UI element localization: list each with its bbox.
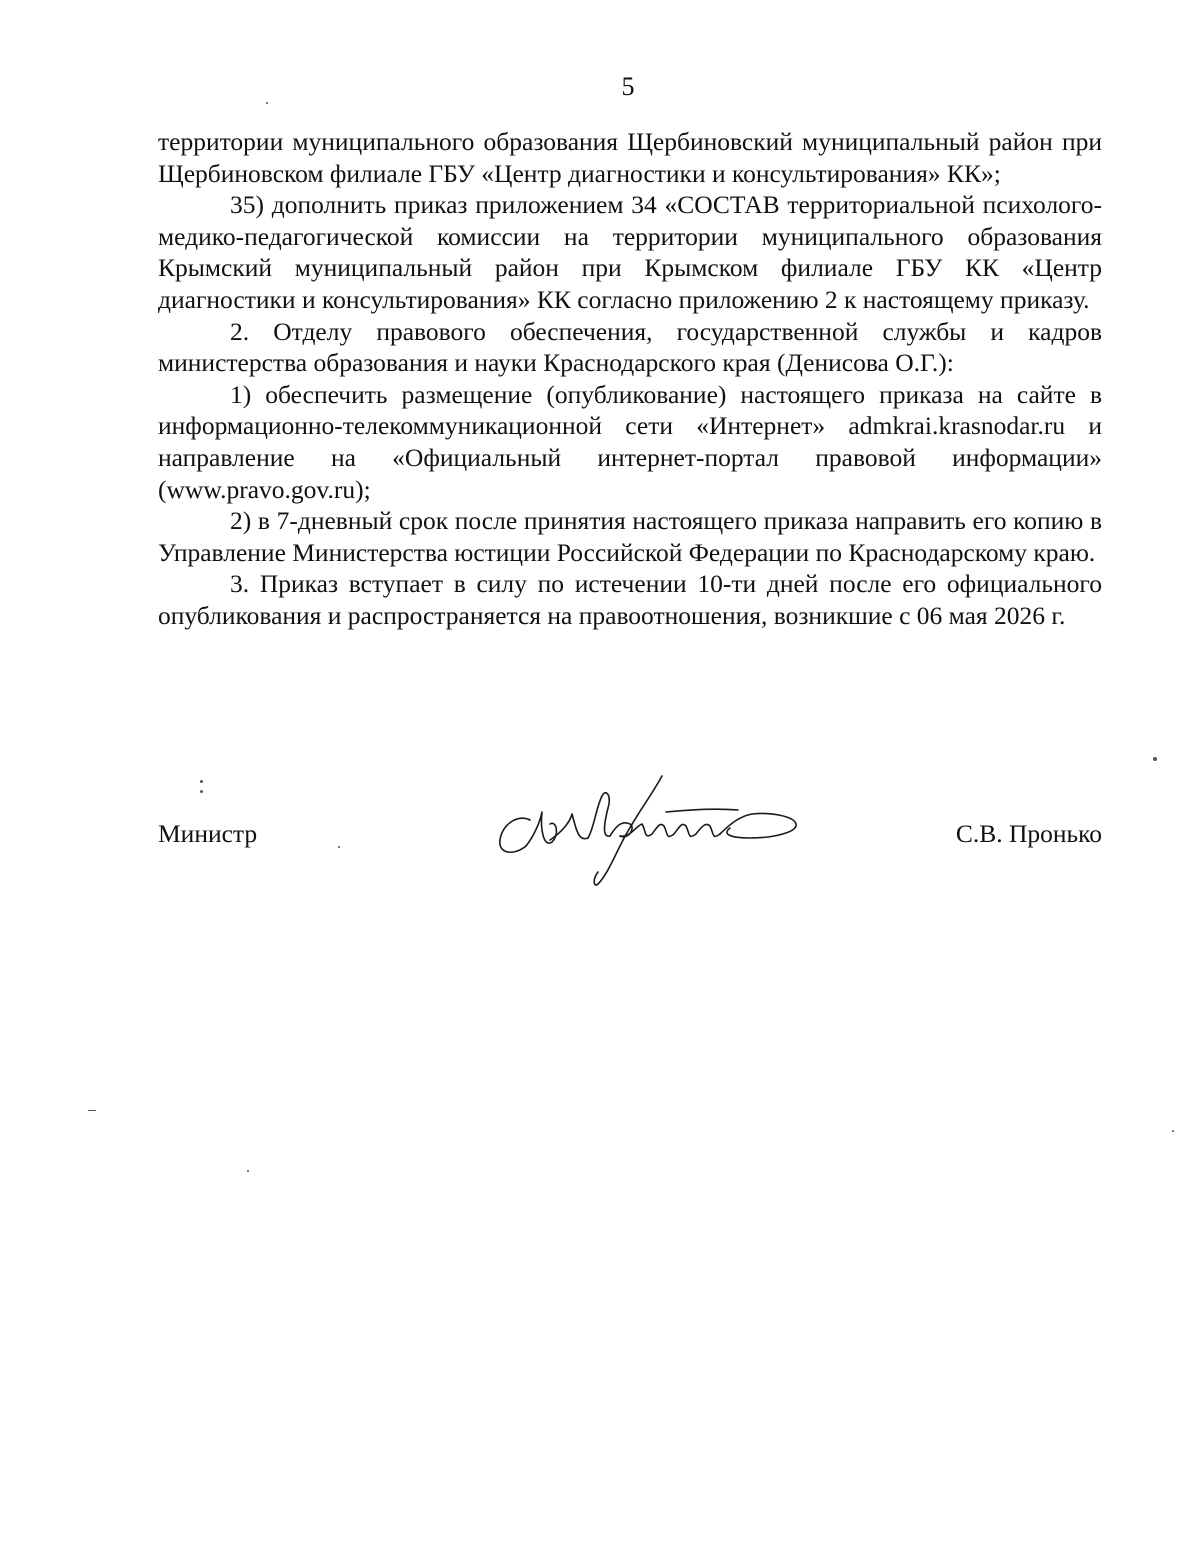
- paragraph-item-35: 35) дополнить приказ приложением 34 «СОСТАВ территориальной психолого-медико-педагогической комиссии на территории муниципального образования Крымский муниципальный район при Крымском филиале ГБУ КК «Центр диагностики и консультирования» КК согласно приложению 2 к настоящему приказу.: [158, 190, 1102, 314]
- paragraph-clause-2: 2. Отделу правового обеспечения, государственной службы и кадров министерства образования и науки Краснодарского края (Денисова О.Г.):: [158, 316, 1102, 378]
- signatory-title: Министр: [158, 819, 258, 848]
- scan-speck: [88, 1110, 96, 1111]
- scan-speck: [266, 102, 268, 104]
- paragraph-clause-3: 3. Приказ вступает в силу по истечении 10-ти дней после его официального опубликования и распространяется на правоотношения, возникшие с 06 мая 2026 г.: [158, 569, 1102, 630]
- scan-speck: [1172, 1130, 1174, 1132]
- scan-speck: [200, 790, 203, 793]
- scan-speck: [247, 1170, 249, 1172]
- paragraph-continuation: территории муниципального образования Щербиновский муниципальный район при Щербиновском филиале ГБУ «Центр диагностики и консультирования» КК»;: [158, 127, 1102, 188]
- page-number: 5: [621, 72, 635, 101]
- paragraph-clause-2-1: 1) обеспечить размещение (опубликование) настоящего приказа на сайте в информационно-телекоммуникационной сети «Интернет» admkrai.krasnodar.ru и направление на «Официальный интернет-портал правовой информации» (www.pravo.gov.ru);: [158, 379, 1102, 504]
- document-body: [158, 126, 1102, 632]
- scan-speck: [200, 780, 203, 783]
- scan-speck: [1153, 757, 1157, 761]
- paragraph-clause-2-2: 2) в 7-дневный срок после принятия настоящего приказа направить его копию в Управление Министерства юстиции Российской Федерации по Краснодарскому краю.: [158, 506, 1102, 567]
- scan-speck: [338, 846, 340, 848]
- handwritten-signature: [490, 768, 810, 888]
- signatory-name: С.В. Пронько: [955, 819, 1102, 848]
